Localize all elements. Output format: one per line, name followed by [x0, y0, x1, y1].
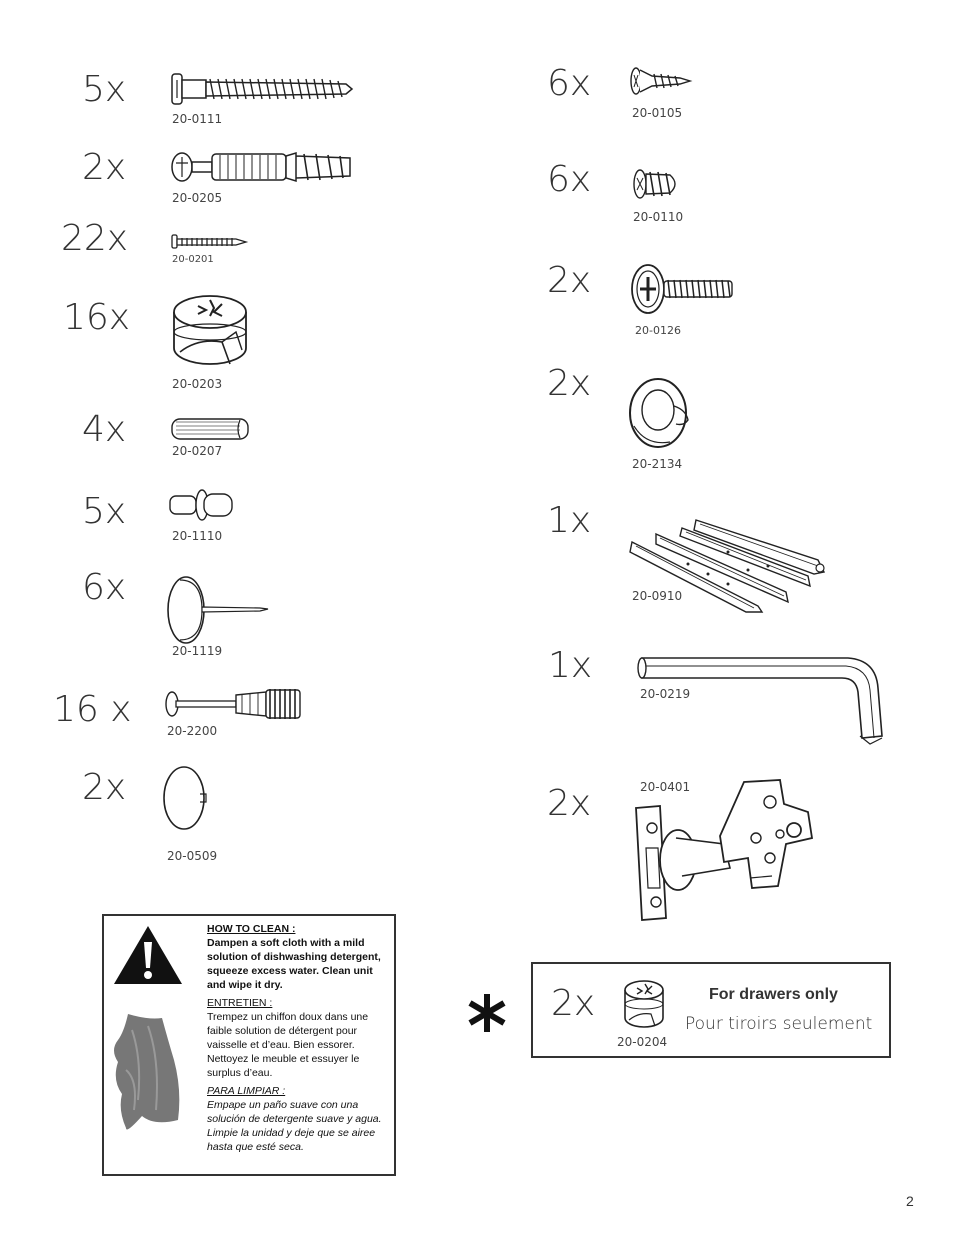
cleaning-instructions-box: [102, 914, 396, 1176]
code-20-0203: 20-0203: [172, 377, 223, 391]
qty-20-2134: 2x: [547, 363, 592, 404]
drawer-note-en: For drawers only: [709, 986, 838, 1003]
qty-20-0126: 2x: [547, 260, 592, 301]
cleaning-text: [207, 922, 393, 1158]
qty-20-1110: 5x: [82, 491, 127, 532]
warning-triangle-icon: [112, 924, 184, 986]
short-screw-icon: [632, 166, 684, 202]
fr-clean-title: ENTRETIEN :: [207, 997, 273, 1009]
qty-20-0110: 6x: [547, 159, 592, 200]
qty-20-0910: 1x: [547, 500, 592, 541]
qty-20-0509: 2x: [82, 767, 127, 808]
connector-bolt-icon: [170, 148, 360, 188]
code-20-0219: 20-0219: [640, 687, 691, 701]
code-20-2134: 20-2134: [632, 457, 683, 471]
code-20-0110: 20-0110: [633, 210, 684, 224]
long-screw-icon: [170, 70, 360, 110]
hinge-icon: [632, 778, 818, 922]
cam-lock-icon: [170, 290, 250, 370]
drawer-note-fr: Pour tiroirs seulement: [685, 1014, 873, 1034]
qty-20-1119: 6x: [82, 567, 127, 608]
cloth-icon: [108, 1010, 188, 1134]
allen-key-icon: [636, 654, 886, 746]
drawer-bolt-icon: [164, 686, 306, 722]
code-20-2200: 20-2200: [167, 724, 218, 738]
code-20-0105: 20-0105: [632, 106, 683, 120]
code-20-0205: 20-0205: [172, 191, 223, 205]
machine-bolt-icon: [630, 262, 738, 316]
qty-20-0401: 2x: [547, 783, 592, 824]
code-20-1110: 20-1110: [172, 529, 223, 543]
fr-clean-body: Trempez un chiffon doux dans une faible solution de détergent pour vaisselle et d’eau. Bien essorer. Nettoyez le meuble et essuyer le surplus d’eau.: [207, 1011, 369, 1079]
qty-20-0219: 1x: [548, 645, 593, 686]
drawer-cam-lock-icon: [623, 978, 665, 1030]
code-20-0207: 20-0207: [172, 444, 223, 458]
drawer-qty: 2x: [551, 983, 596, 1024]
felt-nail-icon: [166, 574, 274, 646]
code-20-0201: 20-0201: [172, 254, 214, 265]
drawer-slide-icon: [628, 514, 834, 614]
drawer-note-box: [531, 962, 891, 1058]
en-clean-title: HOW TO CLEAN :: [207, 923, 296, 935]
knob-icon: [628, 376, 694, 450]
es-clean-title: PARA LIMPIAR :: [207, 1085, 286, 1097]
code-20-0401: 20-0401: [640, 780, 691, 794]
es-clean-body: Empape un paño suave con una solución de detergente suave y agua. Limpie la unidad y deje que se airee hasta que esté seca.: [207, 1099, 382, 1153]
code-20-1119: 20-1119: [172, 644, 223, 658]
shelf-pin-icon: [168, 488, 238, 522]
qty-20-0111: 5x: [82, 69, 127, 110]
wood-screw-icon: [630, 66, 694, 98]
en-clean-body: Dampen a soft cloth with a mild solution of dishwashing detergent, squeeze excess water. Clean unit and wipe it dry.: [207, 937, 381, 991]
code-20-0111: 20-0111: [172, 112, 223, 126]
asterisk-icon: [464, 990, 510, 1036]
code-20-0126: 20-0126: [635, 324, 681, 337]
qty-20-2200: 16 x: [53, 689, 132, 730]
drawer-code: 20-0204: [617, 1035, 668, 1049]
code-20-0910: 20-0910: [632, 589, 683, 603]
qty-20-0105: 6x: [547, 63, 592, 104]
qty-20-0207: 4x: [82, 409, 127, 450]
page-number: 2: [906, 1193, 914, 1209]
small-screw-icon: [170, 233, 250, 251]
qty-20-0203: 16x: [63, 297, 131, 338]
qty-20-0205: 2x: [82, 147, 127, 188]
cover-cap-icon: [162, 764, 214, 832]
code-20-0509: 20-0509: [167, 849, 218, 863]
wood-dowel-icon: [170, 416, 252, 442]
qty-20-0201: 22x: [61, 218, 129, 259]
